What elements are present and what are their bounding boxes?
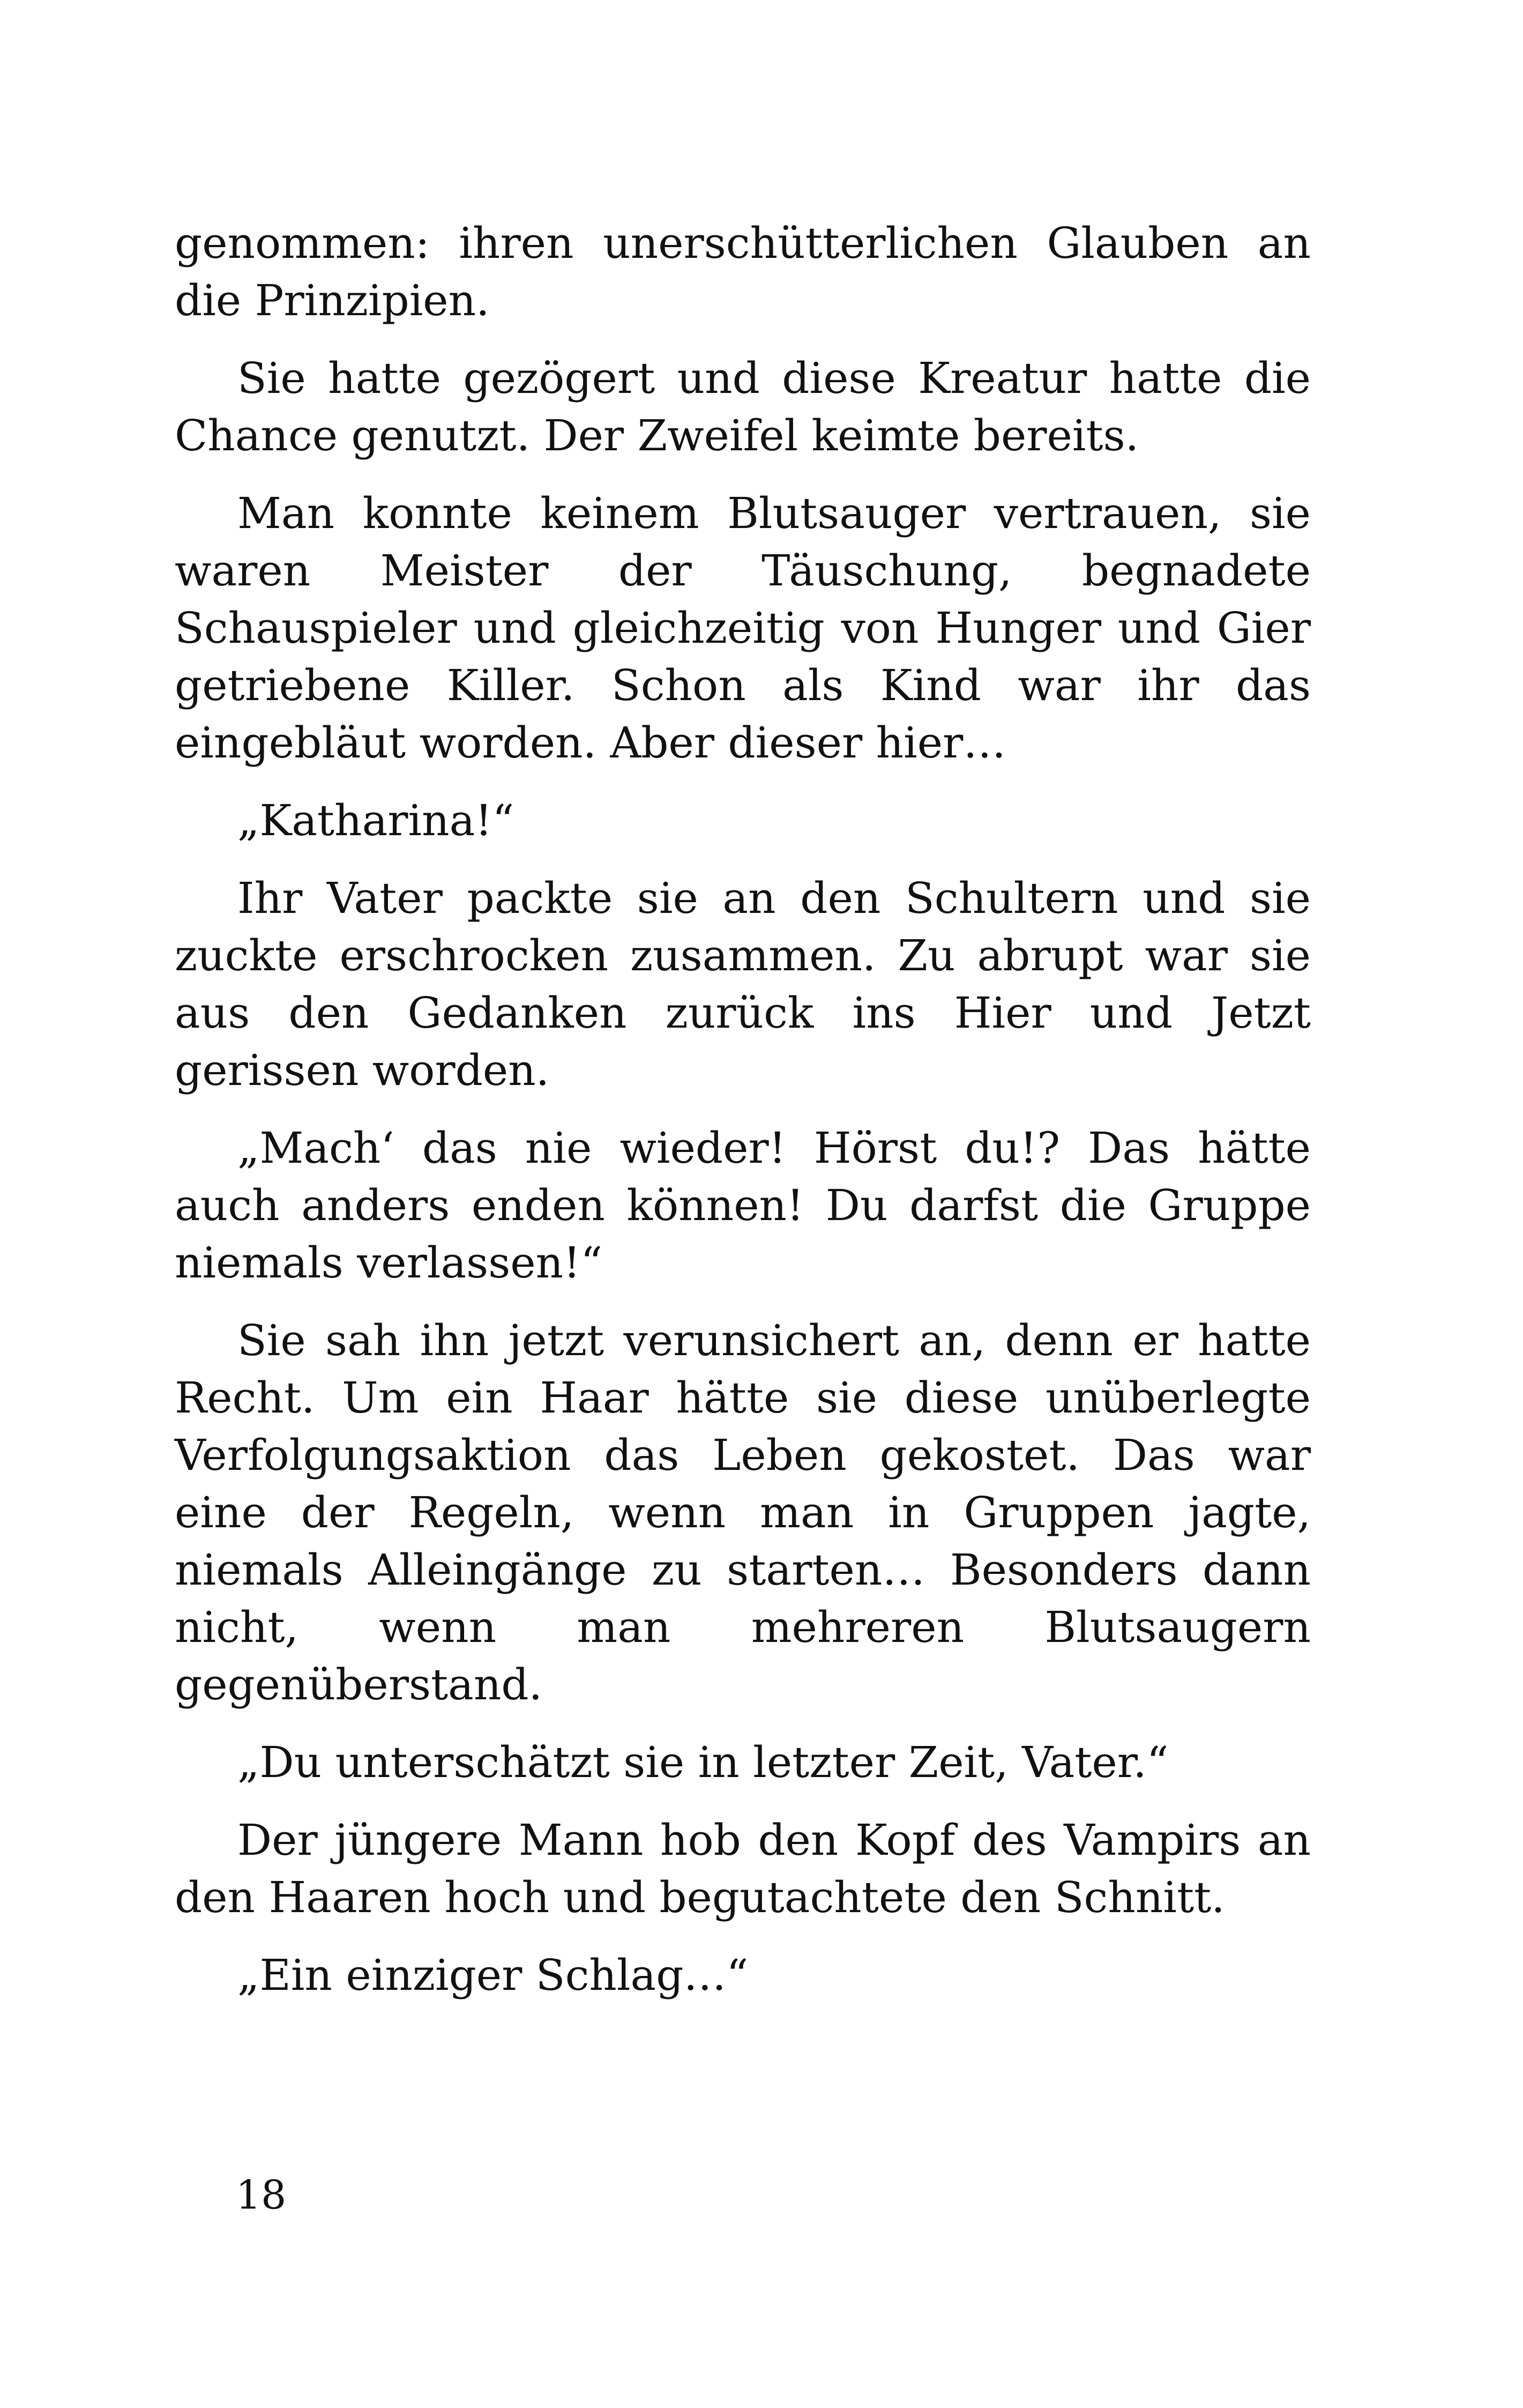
paragraph: Ihr Vater packte sie an den Schultern und sie zuckte erschrocken zusammen. Zu abrupt war sie aus den Gedanken zurück ins Hier und Jetzt gerissen worden. (175, 873, 1311, 1095)
paragraph: „Katharina!“ (237, 796, 514, 845)
paragraph: Sie sah ihn jetzt verunsichert an, denn er hatte Recht. Um ein Haar hätte sie diese unüberlegte Verfolgungsaktion das Leben gekostet. Das war eine der Regeln, wenn man in Gruppen jagte, niemals Alleingänge zu starten… Besonders dann nicht, wenn man mehreren Blutsaugern gegenüberstand. (175, 1316, 1311, 1710)
paragraph: „Du unterschätzt sie in letzter Zeit, Vater.“ (237, 1737, 1169, 1787)
page-number: 18 (236, 2172, 287, 2218)
paragraph: Der jüngere Mann hob den Kopf des Vampirs an den Haaren hoch und begutachtete den Schnitt. (175, 1815, 1311, 1922)
paragraph: Man konnte keinem Blutsauger vertrauen, sie waren Meister der Täuschung, begnadete Schauspieler und gleichzeitig von Hunger und Gier getriebene Killer. Schon als Kind war ihr das eingebläut worden. Aber dieser hier… (175, 488, 1311, 768)
paragraph: genommen: ihren unerschütterlichen Glauben an die Prinzipien. (175, 218, 1311, 325)
paragraph: „Mach‘ das nie wieder! Hörst du!? Das hätte auch anders enden können! Du darfst die Gruppe niemals verlassen!“ (175, 1123, 1311, 1288)
body-text (175, 214, 1311, 2024)
paragraph: Sie hatte gezögert und diese Kreatur hatte die Chance genutzt. Der Zweifel keimte bereits. (175, 353, 1311, 460)
paragraph: „Ein einziger Schlag…“ (237, 1950, 749, 2000)
